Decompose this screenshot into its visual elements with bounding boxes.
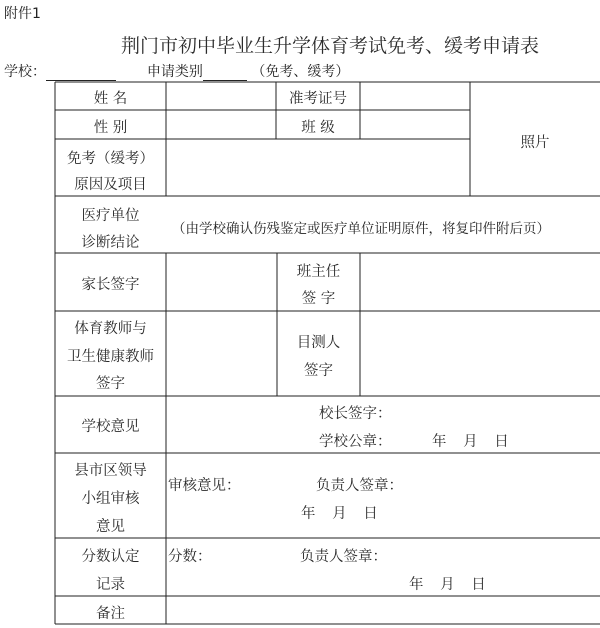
observer-label-line2: 签字 [304,363,333,379]
parent-sign-label: 家长签字 [81,277,140,293]
reason-label-line1: 免考（缓考） [67,151,154,167]
parent-sign-field[interactable] [167,254,276,310]
remarks-label: 备注 [96,606,125,622]
school-seal-label: 学校公章： [319,434,392,450]
principal-sign-label: 校长签字： [319,406,392,422]
headteacher-sign-field[interactable] [361,254,599,310]
score-label-line2: 记录 [96,577,125,593]
score-label-line1: 分数认定 [81,549,140,565]
county-label-line1: 县市区领导 [74,463,147,479]
reason-field[interactable] [167,140,469,195]
county-label-line3: 意见 [96,519,125,535]
reason-label-line2: 原因及项目 [74,177,147,193]
medical-label-line2: 诊断结论 [81,235,140,251]
pe-teacher-label-line2: 卫生健康教师 [67,349,154,365]
score-field-label: 分数： [168,549,212,565]
score-date: 年 月 日 [409,577,486,593]
gender-label: 性 别 [93,120,128,136]
gender-field[interactable] [167,111,275,138]
annex-label: 附件1 [4,6,41,22]
county-label-line2: 小组审核 [81,491,140,507]
class-label: 班 级 [301,120,335,136]
name-field[interactable] [167,83,275,109]
school-opinion-label: 学校意见 [81,419,140,435]
school-date: 年 月 日 [432,434,509,450]
remarks-field[interactable] [167,597,599,623]
county-date: 年 月 日 [301,506,378,522]
class-field[interactable] [361,111,469,138]
exam-no-label: 准考证号 [289,91,347,107]
review-opinion-label: 审核意见： [168,478,241,494]
medical-note: （由学校确认伤残鉴定或医疗单位证明原件，将复印件附后页） [172,221,550,237]
responsible-sign-label-1: 负责人签章： [316,478,403,494]
photo-label: 照片 [520,135,550,151]
form-title: 荆门市初中毕业生升学体育考试免考、缓考申请表 [120,35,539,57]
headteacher-label-line2: 签 字 [301,291,336,307]
pe-teacher-label-line1: 体育教师与 [74,321,147,337]
headteacher-label-line1: 班主任 [296,264,341,280]
apply-type-options: （免考、缓考） [251,64,350,80]
school-label: 学校： [4,64,46,80]
observer-label-line1: 目测人 [296,335,341,351]
exam-no-field[interactable] [361,83,469,109]
medical-label-line1: 医疗单位 [81,208,140,224]
observer-sign-field[interactable] [361,312,599,395]
pe-teacher-label-line3: 签字 [96,376,125,392]
responsible-sign-label-2: 负责人签章： [300,549,387,565]
apply-type-label: 申请类别 [146,64,203,80]
name-label: 姓 名 [93,91,128,107]
pe-teacher-sign-field[interactable] [167,312,276,395]
